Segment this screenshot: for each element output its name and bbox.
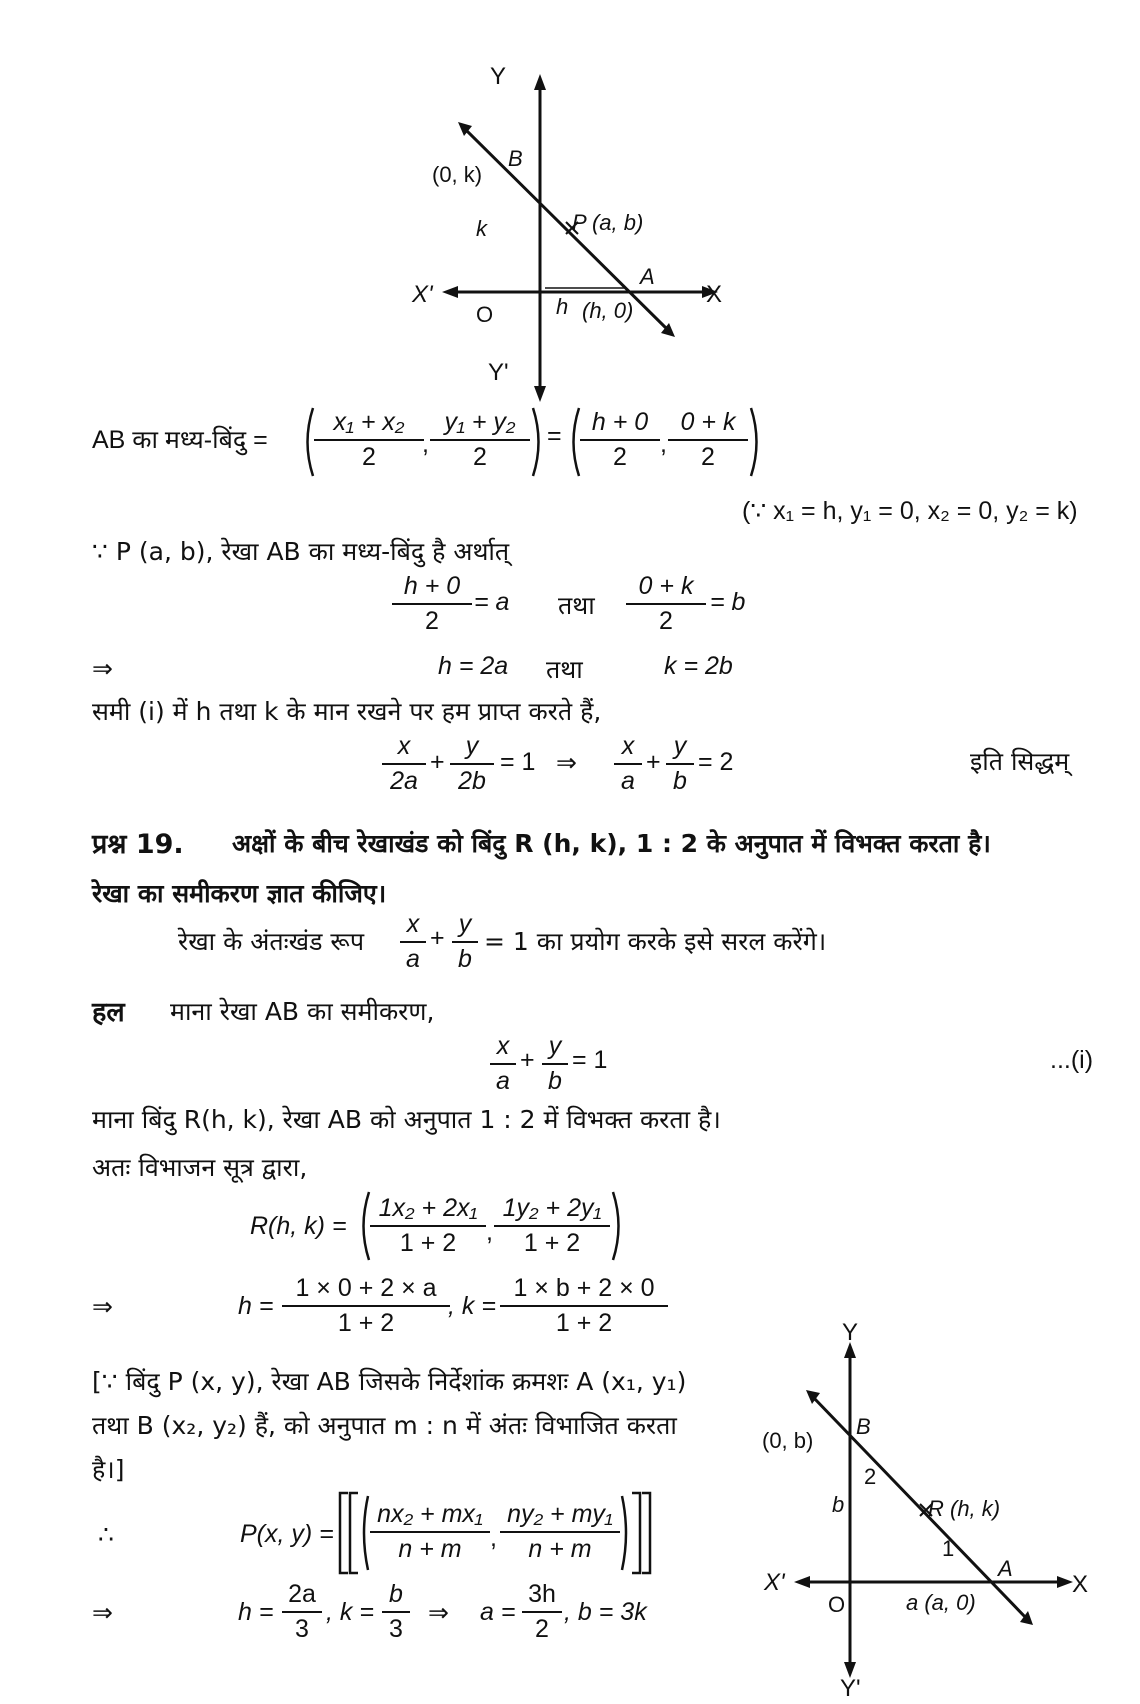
tatha-1: तथा	[558, 591, 595, 620]
figure-1-diagram	[412, 60, 780, 410]
pxy-lhs: P(x, y) =	[240, 1520, 334, 1548]
eq1-frac-y-b: y b	[542, 1032, 568, 1096]
comma: ,	[486, 1218, 493, 1246]
plus-sign: +	[430, 748, 445, 776]
fig1-p-label: P (a, b)	[572, 210, 644, 235]
assume-equation: माना रेखा AB का समीकरण,	[170, 997, 435, 1026]
eq-b-rhs: = b	[710, 588, 746, 616]
frac-x-2a: x 2a	[382, 732, 426, 796]
note-line3: है।]	[92, 1455, 125, 1484]
rhk-lhs: R(h, k) =	[250, 1212, 347, 1240]
fig1-k-label: k	[476, 216, 487, 241]
note-line1: [∵ बिंदु P (x, y), रेखा AB जिसके निर्देशांक क्रमशः A (x₁, y₁)	[92, 1367, 687, 1396]
solution-label: हल	[92, 997, 125, 1028]
frac-0-plus-k: 0 + k 2	[668, 408, 748, 472]
plus-sign: +	[646, 748, 661, 776]
h-lhs: h =	[238, 1292, 274, 1320]
fig1-origin-label: O	[476, 302, 494, 327]
equation-ref-i: ...(i)	[1050, 1046, 1094, 1074]
fig2-y-neg-label: Y'	[840, 1675, 861, 1702]
fig2-x-label: X	[1072, 1571, 1089, 1598]
fig1-a-label: A	[640, 264, 655, 289]
plus-sign: +	[430, 924, 445, 952]
frac-eq-b: 0 + k 2	[626, 572, 706, 636]
fig1-a-coords: (h, 0)	[582, 298, 634, 323]
fig2-x-neg-label: X'	[764, 1569, 785, 1596]
frac-p-y: ny₂ + my₁ n + m	[500, 1500, 620, 1564]
frac-k-value: 1 × b + 2 × 0 1 + 2	[500, 1274, 668, 1338]
fig2-ratio-1: 1	[942, 1536, 955, 1561]
assume-point-r: माना बिंदु R(h, k), रेखा AB को अनुपात 1 : 2 में विभक्त करता है।	[92, 1105, 721, 1134]
a-result-lhs: a =	[480, 1598, 516, 1626]
implies-1: ⇒	[92, 655, 113, 683]
frac-section-y: 1y₂ + 2y₁ 1 + 2	[494, 1194, 610, 1258]
k-equals-2b: k = 2b	[664, 652, 733, 680]
comma: ,	[660, 430, 667, 458]
fig1-y-neg-label: Y'	[488, 359, 509, 386]
midpoint-prefix: AB का मध्य-बिंदु =	[92, 426, 268, 454]
fig2-r-label: R (h, k)	[928, 1496, 1001, 1521]
fig2-a-label: A	[998, 1556, 1013, 1581]
tatha-2: तथा	[546, 655, 583, 684]
fig2-origin-label: O	[828, 1592, 846, 1617]
implies-3: ⇒	[92, 1293, 113, 1321]
question-text-line1: अक्षों के बीच रेखाखंड को बिंदु R (h, k), 1 : 2 के अनुपात में विभक्त करता है।	[232, 829, 991, 858]
k-result-lhs: , k =	[326, 1598, 374, 1626]
therefore-sign: ∴	[98, 1521, 114, 1549]
frac-midpoint-y: y₁ + y₂ 2	[430, 408, 530, 472]
question-label: प्रश्न 19.	[92, 829, 184, 860]
fig1-b-coords: (0, k)	[432, 162, 483, 187]
frac-eq-a: h + 0 2	[392, 572, 472, 636]
bracket-left	[336, 1490, 370, 1576]
fig1-x-neg-label: X'	[412, 281, 433, 308]
eq-a-rhs: = a	[474, 588, 510, 616]
big-paren-right-2	[748, 406, 764, 478]
big-paren-right-1	[530, 406, 546, 478]
note-line2: तथा B (x₂, y₂) हैं, को अनुपात m : n में अंतः विभाजित करता	[92, 1411, 677, 1440]
comma: ,	[490, 1524, 497, 1552]
frac-midpoint-x: x₁ + x₂ 2	[314, 408, 424, 472]
fig1-y-label: Y	[490, 63, 507, 90]
b-result: , b = 3k	[564, 1598, 647, 1626]
p-midpoint-statement: ∵ P (a, b), रेखा AB का मध्य-बिंदु है अर्थात्	[92, 537, 510, 566]
equals-sign: =	[547, 422, 562, 450]
k-lhs: , k =	[448, 1292, 496, 1320]
bracket-right	[620, 1490, 654, 1576]
implies-2: ⇒	[556, 749, 577, 777]
fig2-a-coords: a (a, 0)	[906, 1590, 976, 1615]
figure-2-diagram	[760, 1320, 1130, 1700]
question-text-line2: रेखा का समीकरण ज्ञात कीजिए।	[92, 879, 387, 908]
frac-h-plus-0: h + 0 2	[580, 408, 660, 472]
since-values: (∵ x₁ = h, y₁ = 0, x₂ = 0, y₂ = k)	[742, 497, 1078, 525]
h-equals-2a: h = 2a	[438, 652, 509, 680]
hint-suffix: = 1 का प्रयोग करके इसे सरल करेंगे।	[484, 927, 827, 956]
hint-frac-y-b: y b	[452, 910, 478, 974]
fig1-x-label: X	[706, 281, 723, 308]
substitute-statement: समी (i) में h तथा k के मान रखने पर हम प्राप्त करते हैं,	[92, 697, 602, 726]
frac-b-3: b 3	[382, 1580, 410, 1644]
frac-3h-2: 3h 2	[522, 1580, 562, 1644]
result1-rhs: = 1	[500, 748, 536, 776]
fig2-b-label: B	[856, 1414, 871, 1439]
iti-siddham: इति सिद्धम्	[970, 747, 1070, 776]
frac-p-x: nx₂ + mx₁ n + m	[370, 1500, 490, 1564]
fig2-y-label: Y	[842, 1319, 859, 1346]
h-result-lhs: h =	[238, 1598, 274, 1626]
eq1-frac-x-a: x a	[490, 1032, 516, 1096]
implies-4: ⇒	[92, 1599, 113, 1627]
fig1-b-label: B	[508, 146, 523, 171]
hint-prefix: रेखा के अंतःखंड रूप	[178, 927, 365, 956]
comma: ,	[422, 430, 429, 458]
result2-rhs: = 2	[698, 748, 734, 776]
plus-sign: +	[520, 1046, 535, 1074]
implies-5: ⇒	[428, 1599, 449, 1627]
frac-h-value: 1 × 0 + 2 × a 1 + 2	[282, 1274, 450, 1338]
frac-y-2b: y 2b	[450, 732, 494, 796]
frac-2a-3: 2a 3	[282, 1580, 322, 1644]
fig2-b-coords: (0, b)	[762, 1428, 814, 1453]
frac-x-a: x a	[614, 732, 642, 796]
eq1-rhs: = 1	[572, 1046, 608, 1074]
fig2-ratio-2: 2	[864, 1464, 877, 1489]
frac-section-x: 1x₂ + 2x₁ 1 + 2	[370, 1194, 486, 1258]
big-paren-right-3	[610, 1190, 626, 1262]
fig2-b-length: b	[832, 1492, 845, 1517]
section-formula-intro: अतः विभाजन सूत्र द्वारा,	[92, 1153, 308, 1182]
fig1-h-label: h	[556, 294, 569, 319]
frac-y-b: y b	[666, 732, 694, 796]
hint-frac-x-a: x a	[400, 910, 426, 974]
